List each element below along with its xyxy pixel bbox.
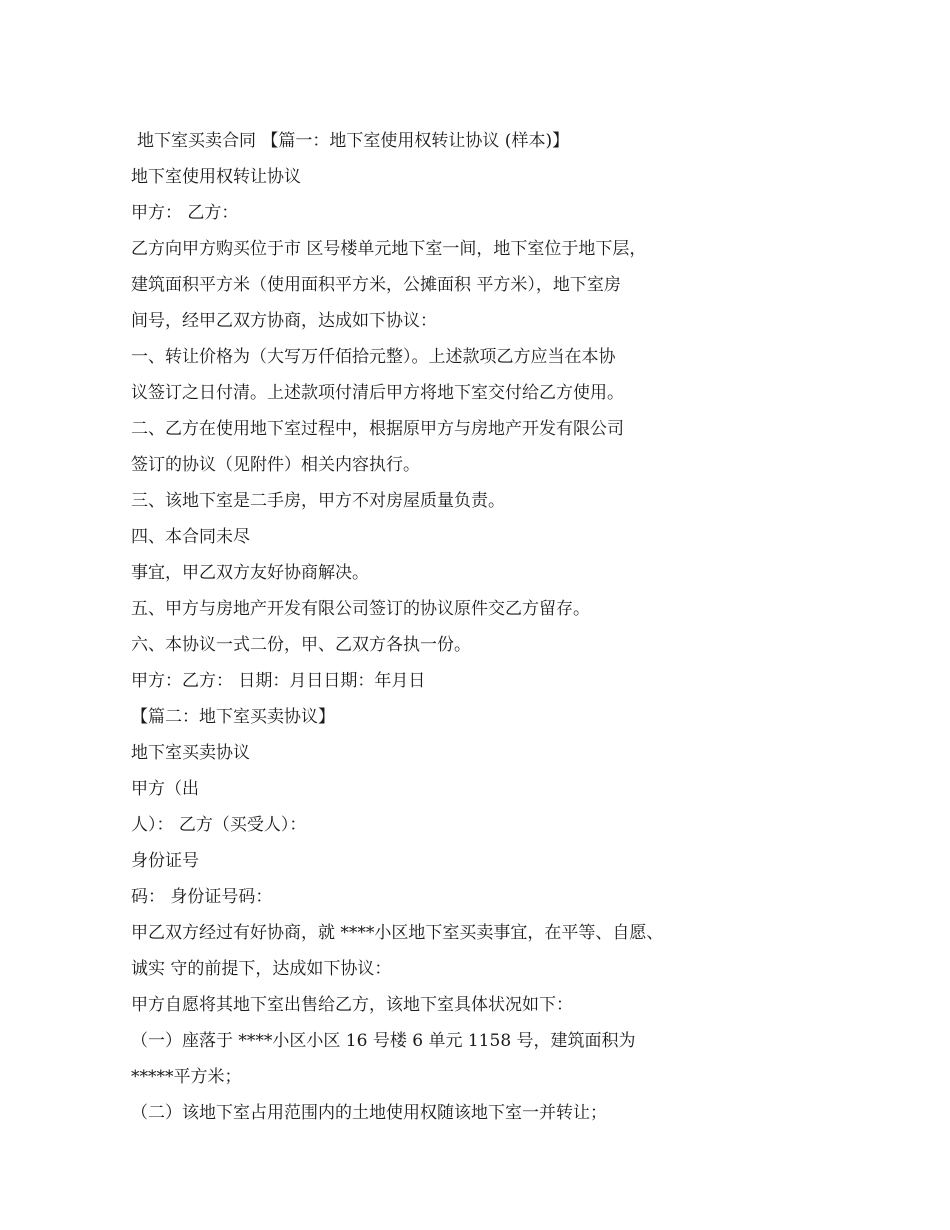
paragraph-line: 五、甲方与房地产开发有限公司签订的协议原件交乙方留存。 bbox=[131, 599, 590, 619]
paragraph-line: 事宜，甲乙双方友好协商解决。 bbox=[131, 563, 369, 583]
paragraph-line: （一）座落于 ****小区小区 16 号楼 6 单元 1158 号，建筑面积为 bbox=[131, 1031, 636, 1051]
paragraph-line: 议签订之日付清。上述款项付清后甲方将地下室交付给乙方使用。 bbox=[131, 383, 624, 403]
paragraph-line: 甲乙双方经过有好协商，就 ****小区地下室买卖事宜，在平等、自愿、 bbox=[131, 923, 664, 943]
paragraph-line: 二、乙方在使用地下室过程中，根据原甲方与房地产开发有限公司 bbox=[131, 419, 624, 439]
section-heading: 【篇二：地下室买卖协议】 bbox=[131, 707, 335, 727]
paragraph-line: 地下室使用权转让协议 bbox=[131, 167, 301, 187]
document-body bbox=[131, 123, 831, 1131]
paragraph-line: （二）该地下室占用范围内的土地使用权随该地下室一并转让； bbox=[131, 1103, 607, 1123]
paragraph-line: 签订的协议（见附件）相关内容执行。 bbox=[131, 455, 420, 475]
paragraph-line: 间号，经甲乙双方协商，达成如下协议： bbox=[131, 311, 437, 331]
paragraph-line: 甲方（出 bbox=[131, 779, 199, 799]
paragraph-line: 人）： 乙方（买受人）： bbox=[131, 815, 307, 835]
paragraph-line: 地下室买卖协议 bbox=[131, 743, 250, 763]
paragraph-line: 身份证号 bbox=[131, 851, 199, 871]
paragraph-line: *****平方米； bbox=[131, 1067, 242, 1087]
paragraph-line: 一、转让价格为（大写万仟佰拾元整）。上述款项乙方应当在本协 bbox=[131, 347, 616, 367]
paragraph-line: 码： 身份证号码： bbox=[131, 887, 273, 907]
paragraph-line: 甲方自愿将其地下室出售给乙方，该地下室具体状况如下： bbox=[131, 995, 573, 1015]
document-title: 地下室买卖合同 【篇一：地下室使用权转让协议 (样本)】 bbox=[137, 131, 570, 151]
signature-line: 甲方：乙方： 日期：月日日期：年月日 bbox=[131, 671, 426, 691]
paragraph-line: 三、该地下室是二手房，甲方不对房屋质量负责。 bbox=[131, 491, 505, 511]
paragraph-line: 四、本合同未尽 bbox=[131, 527, 250, 547]
paragraph-line: 诚实 守的前提下，达成如下协议： bbox=[131, 959, 392, 979]
paragraph-line: 乙方向甲方购买位于市 区号楼单元地下室一间，地下室位于地下层， bbox=[131, 239, 647, 259]
paragraph-line: 甲方： 乙方： bbox=[131, 203, 239, 223]
paragraph-line: 建筑面积平方米（使用面积平方米，公摊面积 平方米），地下室房 bbox=[131, 275, 621, 295]
paragraph-line: 六、本协议一式二份，甲、乙双方各执一份。 bbox=[131, 635, 471, 655]
